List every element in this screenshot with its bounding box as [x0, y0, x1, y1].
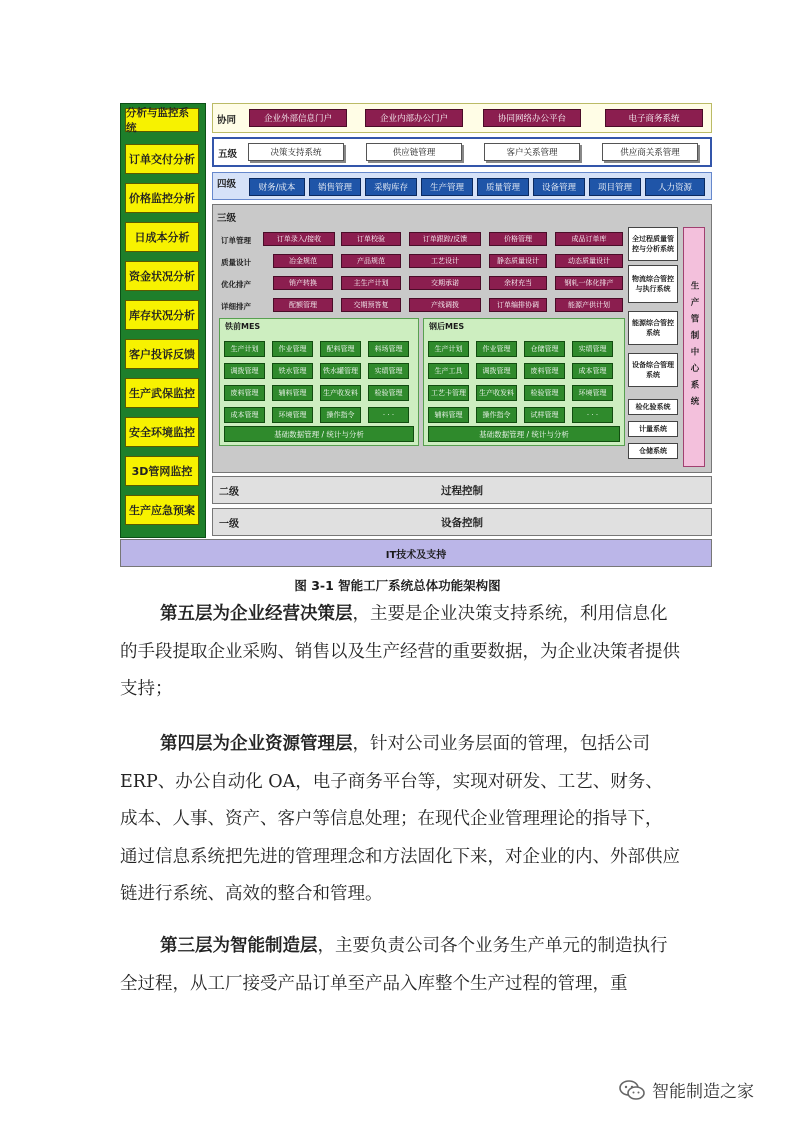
order-mgmt-item: 订单跟踪/反馈 [409, 232, 481, 246]
level4-item: 采购库存 [365, 178, 417, 196]
band-label: 四级 [217, 179, 237, 190]
mes-pre-cell: 生产收发料 [320, 385, 361, 401]
left-item-3: 日成本分析 [125, 222, 199, 252]
mes-post-title: 钢后MES [429, 322, 465, 331]
mes-pre-panel [219, 318, 419, 446]
left-item-7: 生产武保监控 [125, 378, 199, 408]
coop-item: 企业内部办公门户 [365, 109, 463, 127]
paragraph-2 [120, 726, 680, 914]
mes-post-cell: 仓储管理 [524, 341, 565, 357]
paragraph-3 [120, 928, 680, 1003]
level4-item: 质量管理 [477, 178, 529, 196]
mes-pre-cell: 铁水管理 [272, 363, 313, 379]
mes-pre-cell: · · · [368, 407, 409, 423]
band-label: 二级 [219, 486, 239, 498]
detailed-scheduling-item: 订单编排协调 [489, 298, 547, 312]
right-system: 检化验系统 [628, 399, 678, 415]
mes-post-cell: 辅料管理 [428, 407, 469, 423]
coop-item: 电子商务系统 [605, 109, 703, 127]
mes-pre-cell: 操作指令 [320, 407, 361, 423]
scheduling-item: 钢轧一体化排产 [555, 276, 623, 290]
band-label: 五级 [218, 149, 238, 160]
mes-post-cell: 生产收发料 [476, 385, 517, 401]
it-support-band: IT技术及支持 [120, 539, 712, 567]
mes-post-cell: 生产计划 [428, 341, 469, 357]
watermark-text: 智能制造之家 [652, 1082, 754, 1102]
mes-pre-footer: 基础数据管理 / 统计与分析 [224, 426, 414, 442]
level5-item: 供应链管理 [366, 143, 462, 161]
band-level-5 [212, 137, 712, 167]
left-item-6: 客户投诉反馈 [125, 339, 199, 369]
band-label: 一级 [219, 518, 239, 530]
analysis-monitoring-column [120, 103, 206, 538]
scheduling-item: 交期承诺 [409, 276, 481, 290]
quality-design-item: 工艺设计 [409, 254, 481, 268]
row-label: 详细排产 [221, 302, 251, 311]
row-label: 质量设计 [221, 258, 251, 267]
level4-item: 生产管理 [421, 178, 473, 196]
left-item-9: 3D管网监控 [125, 456, 199, 486]
mes-pre-cell: 作业管理 [272, 341, 313, 357]
quality-design-item: 动态质量设计 [555, 254, 623, 268]
paragraph-text: ，针对公司业务层面的管理，包括公司ERP、办公自动化 OA，电子商务平台等，实现对研发、工艺、财务、成本、人事、资产、客户等信息处理；在现代企业管理理论的指导下， 通过信息系统把先进的管理理念和方法固化下来，对企业的内、外部供应链进行系统、高效的整合和管理。 [120, 734, 680, 904]
level5-item: 供应商关系管理 [602, 143, 698, 161]
paragraph-text: ，主要负责公司各个业务生产单元的制造执行全过程，从工厂接受产品订单至产品入库整个生产过程的管理，重 [120, 936, 668, 994]
right-system: 设备综合管理系统 [628, 353, 678, 387]
paragraph-lead: 第三层为智能制造层 [160, 936, 318, 956]
level5-item: 决策支持系统 [248, 143, 344, 161]
level4-item: 项目管理 [589, 178, 641, 196]
mes-pre-cell: 料场管理 [368, 341, 409, 357]
right-system: 物流综合管控与执行系统 [628, 265, 678, 303]
band-collaboration [212, 103, 712, 133]
band-level-4 [212, 172, 712, 200]
mes-pre-cell: 配料管理 [320, 341, 361, 357]
mes-post-footer: 基础数据管理 / 统计与分析 [428, 426, 620, 442]
left-item-10: 生产应急预案 [125, 495, 199, 525]
mes-post-cell: 作业管理 [476, 341, 517, 357]
mes-post-cell: 生产工具 [428, 363, 469, 379]
order-mgmt-item: 订单校验 [341, 232, 401, 246]
mes-post-cell: 检验管理 [524, 385, 565, 401]
level1-title: 设备控制 [441, 516, 483, 529]
mes-pre-cell: 环境管理 [272, 407, 313, 423]
mes-pre-title: 铁前MES [225, 322, 261, 331]
mes-post-cell: 废料管理 [524, 363, 565, 379]
level4-item: 财务/成本 [249, 178, 305, 196]
right-system: 能源综合管控系统 [628, 311, 678, 345]
right-system: 全过程质量管控与分析系统 [628, 227, 678, 261]
detailed-scheduling-item: 能源产供计划 [555, 298, 623, 312]
mes-post-cell: 试样管理 [524, 407, 565, 423]
coop-item: 协同网络办公平台 [483, 109, 581, 127]
scheduling-item: 主生产计划 [341, 276, 401, 290]
left-item-5: 库存状况分析 [125, 300, 199, 330]
mes-post-cell: 调拨管理 [476, 363, 517, 379]
order-mgmt-item: 价格管理 [489, 232, 547, 246]
scheduling-item: 销产转换 [273, 276, 333, 290]
band-level-1 [212, 508, 712, 536]
mes-post-panel [423, 318, 625, 446]
level4-item: 设备管理 [533, 178, 585, 196]
quality-design-item: 静态质量设计 [489, 254, 547, 268]
right-system: 仓储系统 [628, 443, 678, 459]
left-item-8: 安全环境监控 [125, 417, 199, 447]
left-item-4: 资金状况分析 [125, 261, 199, 291]
mes-pre-cell: 辅料管理 [272, 385, 313, 401]
coop-item: 企业外部信息门户 [249, 109, 347, 127]
mes-post-cell: 实绩管理 [572, 341, 613, 357]
mes-pre-cell: 成本管理 [224, 407, 265, 423]
detailed-scheduling-item: 交期预答复 [341, 298, 401, 312]
mes-post-cell: 环境管理 [572, 385, 613, 401]
level2-title: 过程控制 [441, 484, 483, 497]
right-system: 计量系统 [628, 421, 678, 437]
wechat-icon [618, 1079, 646, 1101]
mes-pre-cell: 生产计划 [224, 341, 265, 357]
level4-item: 人力资源 [645, 178, 705, 196]
mes-pre-cell: 实绩管理 [368, 363, 409, 379]
mes-post-cell: 操作指令 [476, 407, 517, 423]
paragraph-lead: 第五层为企业经营决策层 [160, 604, 353, 624]
left-item-2: 价格监控分析 [125, 183, 199, 213]
band-level-3 [212, 204, 712, 473]
mes-pre-cell: 调拨管理 [224, 363, 265, 379]
quality-design-item: 产品规范 [341, 254, 401, 268]
scheduling-item: 余材充当 [489, 276, 547, 290]
production-control-center: 生产管制中心系统 [683, 227, 705, 467]
mes-post-cell: 成本管理 [572, 363, 613, 379]
left-item-0: 分析与监控系统 [125, 108, 199, 132]
level4-item: 销售管理 [309, 178, 361, 196]
band-label: 协同 [217, 115, 237, 126]
row-label: 优化排产 [221, 280, 251, 289]
paragraph-text: ，主要是企业决策支持系统，利用信息化的手段提取企业采购、销售以及生产经营的重要数据，为企业决策者提供支持； [120, 604, 680, 699]
mes-post-cell: · · · [572, 407, 613, 423]
figure-caption: 图 3-1 智能工厂系统总体功能架构图 [294, 578, 501, 593]
order-mgmt-item: 成品订单库 [555, 232, 623, 246]
order-mgmt-item: 订单录入/接收 [263, 232, 335, 246]
mes-pre-cell: 废料管理 [224, 385, 265, 401]
mes-pre-cell: 检验管理 [368, 385, 409, 401]
band-label: 三级 [217, 213, 237, 224]
quality-design-item: 冶金规范 [273, 254, 333, 268]
mes-post-cell: 工艺卡管理 [428, 385, 469, 401]
paragraph-lead: 第四层为企业资源管理层 [160, 734, 353, 754]
architecture-diagram [120, 103, 713, 567]
detailed-scheduling-item: 产线调拨 [409, 298, 481, 312]
paragraph-1 [120, 596, 680, 709]
band-level-2 [212, 476, 712, 504]
level5-item: 客户关系管理 [484, 143, 580, 161]
detailed-scheduling-item: 配额管理 [273, 298, 333, 312]
left-item-1: 订单交付分析 [125, 144, 199, 174]
mes-pre-cell: 铁水罐管理 [320, 363, 361, 379]
row-label: 订单管理 [221, 236, 251, 245]
watermark [618, 1077, 754, 1102]
